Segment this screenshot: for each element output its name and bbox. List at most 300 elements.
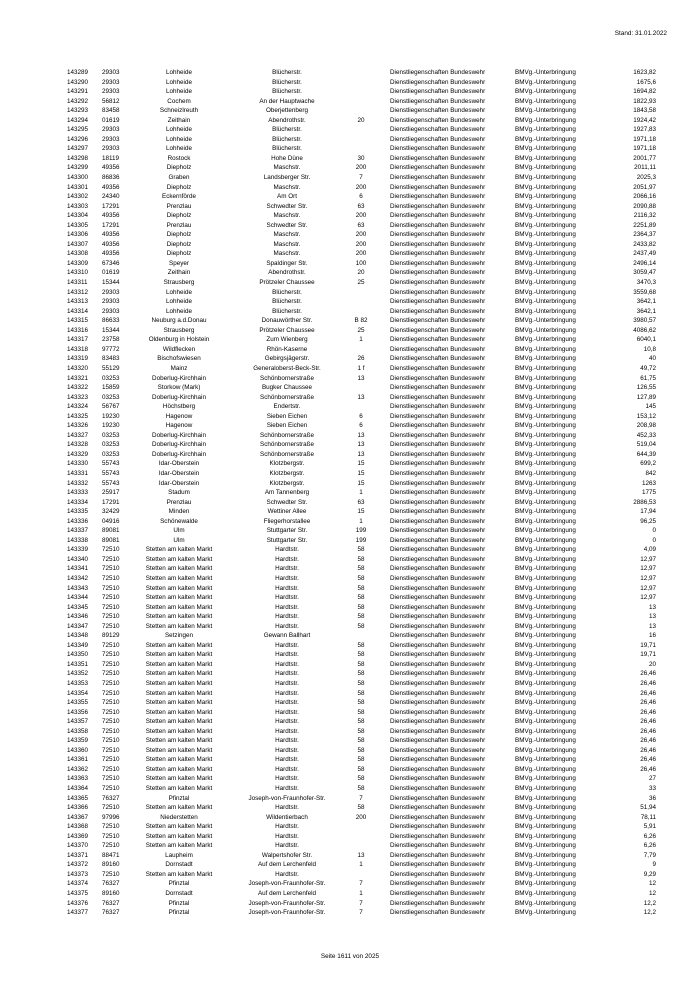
usage-type-cell: BMVg.-Unterbringung	[515, 88, 576, 96]
category-cell: Dienstliegenschaften Bundeswehr	[390, 412, 486, 420]
usage-type-cell: BMVg.-Unterbringung	[515, 154, 576, 162]
row-id-cell: 143351	[67, 660, 89, 668]
row-id-cell: 143374	[67, 880, 89, 888]
area-value-cell: 2051,97	[633, 183, 656, 191]
city-cell: Pfinztal	[168, 909, 190, 917]
row-id-cell: 143357	[67, 718, 89, 726]
area-value-cell: 1843,58	[633, 107, 656, 115]
table-row	[66, 498, 656, 508]
usage-type-cell: BMVg.-Unterbringung	[515, 565, 576, 573]
usage-type-cell: BMVg.-Unterbringung	[515, 670, 576, 678]
usage-type-cell: BMVg.-Unterbringung	[515, 813, 576, 821]
postal-code-cell: 49356	[102, 183, 120, 191]
row-id-cell: 143294	[67, 116, 89, 124]
postal-code-cell: 76327	[102, 899, 120, 907]
usage-type-cell: BMVg.-Unterbringung	[515, 785, 576, 793]
house-number-cell: 58	[357, 680, 365, 687]
city-cell: Stetten am kalten Markt	[145, 670, 213, 678]
street-cell: Maschstr.	[273, 183, 301, 191]
city-cell: Idar-Oberstein	[158, 479, 200, 487]
table-row	[66, 125, 656, 135]
postal-code-cell: 72510	[102, 546, 120, 554]
usage-type-cell: BMVg.-Unterbringung	[515, 460, 576, 468]
category-cell: Dienstliegenschaften Bundeswehr	[390, 431, 486, 439]
area-value-cell: 2251,89	[633, 221, 656, 229]
area-value-cell: 13	[648, 622, 656, 630]
usage-type-cell: BMVg.-Unterbringung	[515, 851, 576, 859]
row-id-cell: 143347	[67, 622, 89, 630]
street-cell: Joseph-von-Fraunhofer-Str.	[248, 899, 326, 907]
usage-type-cell: BMVg.-Unterbringung	[515, 651, 576, 659]
row-id-cell: 143360	[67, 746, 89, 754]
category-cell: Dienstliegenschaften Bundeswehr	[390, 641, 486, 649]
category-cell: Dienstliegenschaften Bundeswehr	[390, 565, 486, 573]
table-row	[66, 708, 656, 718]
table-row	[66, 507, 656, 517]
usage-type-cell: BMVg.-Unterbringung	[515, 364, 576, 372]
city-cell: Oldenburg in Holstein	[148, 336, 210, 344]
row-id-cell: 143290	[67, 78, 89, 86]
table-row	[66, 335, 656, 345]
area-value-cell: 644,39	[636, 450, 656, 458]
city-cell: Stetten am kalten Markt	[145, 641, 213, 649]
house-number-cell: 7	[359, 794, 363, 802]
table-row	[66, 431, 656, 441]
area-value-cell: 20	[648, 660, 656, 668]
usage-type-cell: BMVg.-Unterbringung	[515, 469, 576, 477]
table-row	[66, 354, 656, 364]
usage-type-cell: BMVg.-Unterbringung	[515, 193, 576, 201]
table-row	[66, 622, 656, 632]
area-value-cell: 1971,18	[633, 135, 656, 143]
category-cell: Dienstliegenschaften Bundeswehr	[390, 804, 486, 812]
street-cell: Blücherstr.	[272, 307, 302, 315]
house-number-cell: 15	[357, 508, 365, 516]
street-cell: Abendrothstr.	[268, 269, 306, 277]
usage-type-cell: BMVg.-Unterbringung	[515, 899, 576, 907]
area-value-cell: 1694,82	[633, 88, 656, 96]
category-cell: Dienstliegenschaften Bundeswehr	[390, 727, 486, 735]
city-cell: Stetten am kalten Markt	[145, 680, 213, 687]
area-value-cell: 3980,57	[633, 317, 656, 325]
postal-code-cell: 29303	[102, 126, 120, 134]
category-cell: Dienstliegenschaften Bundeswehr	[390, 78, 486, 86]
usage-type-cell: BMVg.-Unterbringung	[515, 527, 576, 535]
usage-type-cell: BMVg.-Unterbringung	[515, 718, 576, 726]
category-cell: Dienstliegenschaften Bundeswehr	[390, 660, 486, 668]
table-row	[66, 870, 656, 880]
table-row	[66, 536, 656, 546]
area-value-cell: 26,46	[640, 765, 656, 773]
street-cell: Joseph-von-Fraunhofer-Str.	[248, 794, 326, 802]
table-row	[66, 374, 656, 384]
table-row	[66, 230, 656, 240]
row-id-cell: 143368	[67, 823, 89, 831]
area-value-cell: 26,46	[640, 756, 656, 764]
postal-code-cell: 55743	[102, 460, 120, 468]
house-number-cell: 6	[359, 412, 363, 420]
house-number-cell: 200	[355, 212, 367, 220]
house-number-cell: 200	[355, 250, 367, 258]
usage-type-cell: BMVg.-Unterbringung	[515, 145, 576, 153]
house-number-cell: 58	[357, 584, 365, 592]
house-number-cell: 58	[357, 622, 365, 630]
postal-code-cell: 72510	[102, 603, 120, 611]
row-id-cell: 143312	[67, 288, 89, 296]
postal-code-cell: 72510	[102, 699, 120, 707]
category-cell: Dienstliegenschaften Bundeswehr	[390, 508, 486, 516]
area-value-cell: 452,33	[636, 431, 656, 439]
street-cell: Auf dem Lerchenfeld	[257, 890, 317, 898]
street-cell: Blücherstr.	[272, 69, 302, 76]
house-number-cell: 58	[357, 574, 365, 582]
house-number-cell: 15	[357, 469, 365, 477]
table-row	[66, 765, 656, 775]
usage-type-cell: BMVg.-Unterbringung	[515, 574, 576, 582]
postal-code-cell: 15344	[102, 326, 120, 334]
table-row	[66, 717, 656, 727]
usage-type-cell: BMVg.-Unterbringung	[515, 116, 576, 124]
area-value-cell: 26,46	[640, 699, 656, 707]
row-id-cell: 143292	[67, 97, 89, 105]
usage-type-cell: BMVg.-Unterbringung	[515, 517, 576, 525]
category-cell: Dienstliegenschaften Bundeswehr	[390, 842, 486, 850]
area-value-cell: 26,46	[640, 718, 656, 726]
area-value-cell: 2886,53	[633, 498, 656, 506]
house-number-cell: 6	[359, 193, 363, 201]
row-id-cell: 143341	[67, 565, 89, 573]
postal-code-cell: 04916	[102, 517, 120, 525]
area-value-cell: 3559,68	[633, 288, 656, 296]
postal-code-cell: 55743	[102, 479, 120, 487]
usage-type-cell: BMVg.-Unterbringung	[515, 546, 576, 554]
house-number-cell: 58	[357, 613, 365, 621]
street-cell: Blücherstr.	[272, 126, 302, 134]
street-cell: Hardtstr.	[275, 785, 299, 793]
row-id-cell: 143356	[67, 708, 89, 716]
postal-code-cell: 15859	[102, 384, 120, 392]
street-cell: Schönbornerstraße	[260, 431, 314, 439]
area-value-cell: 12,97	[640, 574, 656, 582]
row-id-cell: 143362	[67, 765, 89, 773]
city-cell: Doberlug-Kirchhain	[152, 441, 206, 449]
area-value-cell: 842	[645, 469, 656, 477]
area-value-cell: 96,25	[640, 517, 656, 525]
category-cell: Dienstliegenschaften Bundeswehr	[390, 699, 486, 707]
category-cell: Dienstliegenschaften Bundeswehr	[390, 832, 486, 840]
postal-code-cell: 72510	[102, 746, 120, 754]
street-cell: Hardtstr.	[275, 689, 299, 697]
area-value-cell: 9,29	[643, 870, 656, 878]
postal-code-cell: 89160	[102, 890, 120, 898]
city-cell: Doberlug-Kirchhain	[152, 450, 206, 458]
city-cell: Stetten am kalten Markt	[145, 775, 213, 783]
area-value-cell: 2011,11	[634, 164, 656, 172]
city-cell: Lohheide	[166, 88, 192, 96]
area-value-cell: 16	[648, 632, 656, 640]
street-cell: Maschstr.	[273, 250, 301, 258]
area-value-cell: 9	[652, 861, 656, 869]
postal-code-cell: 03253	[102, 393, 120, 401]
street-cell: Hardtstr.	[275, 574, 299, 582]
street-cell: Am Tannenberg	[264, 489, 310, 497]
city-cell: Stetten am kalten Markt	[145, 584, 213, 592]
table-row	[66, 393, 656, 403]
category-cell: Dienstliegenschaften Bundeswehr	[390, 317, 486, 325]
postal-code-cell: 72510	[102, 823, 120, 831]
street-cell: Hardtstr.	[275, 565, 299, 573]
category-cell: Dienstliegenschaften Bundeswehr	[390, 651, 486, 659]
category-cell: Dienstliegenschaften Bundeswehr	[390, 336, 486, 344]
table-row	[66, 612, 656, 622]
row-id-cell: 143331	[67, 469, 89, 477]
postal-code-cell: 24340	[102, 193, 120, 201]
usage-type-cell: BMVg.-Unterbringung	[515, 345, 576, 353]
category-cell: Dienstliegenschaften Bundeswehr	[390, 765, 486, 773]
street-cell: Oberjettenberg	[265, 107, 308, 115]
table-row	[66, 87, 656, 97]
category-cell: Dienstliegenschaften Bundeswehr	[390, 584, 486, 592]
city-cell: Stetten am kalten Markt	[145, 546, 213, 554]
house-number-cell: 58	[357, 727, 365, 735]
table-row	[66, 564, 656, 574]
house-number-cell: 30	[357, 154, 365, 162]
category-cell: Dienstliegenschaften Bundeswehr	[390, 212, 486, 220]
category-cell: Dienstliegenschaften Bundeswehr	[390, 69, 486, 76]
table-row	[66, 774, 656, 784]
row-id-cell: 143329	[67, 450, 89, 458]
postal-code-cell: 72510	[102, 756, 120, 764]
row-id-cell: 143367	[67, 813, 89, 821]
row-id-cell: 143353	[67, 680, 89, 687]
street-cell: Schönbornerstraße	[260, 374, 314, 382]
street-cell: Hardtstr.	[275, 765, 299, 773]
house-number-cell: 58	[357, 565, 365, 573]
city-cell: Stetten am kalten Markt	[145, 574, 213, 582]
street-cell: Maschstr.	[273, 240, 301, 248]
house-number-cell: 58	[357, 737, 365, 745]
area-value-cell: 13	[648, 603, 656, 611]
city-cell: Speyer	[169, 259, 189, 267]
category-cell: Dienstliegenschaften Bundeswehr	[390, 574, 486, 582]
street-cell: Hardtstr.	[275, 641, 299, 649]
city-cell: Doberlug-Kirchhain	[152, 374, 206, 382]
usage-type-cell: BMVg.-Unterbringung	[515, 174, 576, 182]
table-row	[66, 364, 656, 374]
category-cell: Dienstliegenschaften Bundeswehr	[390, 126, 486, 134]
table-row	[66, 116, 656, 126]
postal-code-cell: 72510	[102, 804, 120, 812]
usage-type-cell: BMVg.-Unterbringung	[515, 861, 576, 869]
category-cell: Dienstliegenschaften Bundeswehr	[390, 622, 486, 630]
usage-type-cell: BMVg.-Unterbringung	[515, 746, 576, 754]
usage-type-cell: BMVg.-Unterbringung	[515, 689, 576, 697]
area-value-cell: 2116,32	[633, 212, 656, 220]
table-row	[66, 479, 656, 489]
house-number-cell: 58	[357, 603, 365, 611]
postal-code-cell: 55129	[102, 364, 120, 372]
street-cell: Zum Wienberg	[266, 336, 308, 344]
house-number-cell: 58	[357, 765, 365, 773]
postal-code-cell: 72510	[102, 574, 120, 582]
postal-code-cell: 17291	[102, 202, 120, 210]
row-id-cell: 143363	[67, 775, 89, 783]
category-cell: Dienstliegenschaften Bundeswehr	[390, 240, 486, 248]
city-cell: Doberlug-Kirchhain	[152, 393, 206, 401]
row-id-cell: 143308	[67, 250, 89, 258]
city-cell: Hagenow	[165, 422, 193, 430]
usage-type-cell: BMVg.-Unterbringung	[515, 412, 576, 420]
city-cell: Stetten am kalten Markt	[145, 727, 213, 735]
category-cell: Dienstliegenschaften Bundeswehr	[390, 107, 486, 115]
property-table	[66, 68, 656, 918]
city-cell: Stetten am kalten Markt	[145, 689, 213, 697]
usage-type-cell: BMVg.-Unterbringung	[515, 403, 576, 411]
category-cell: Dienstliegenschaften Bundeswehr	[390, 193, 486, 201]
postal-code-cell: 72510	[102, 660, 120, 668]
category-cell: Dienstliegenschaften Bundeswehr	[390, 116, 486, 124]
usage-type-cell: BMVg.-Unterbringung	[515, 890, 576, 898]
usage-type-cell: BMVg.-Unterbringung	[515, 374, 576, 382]
table-row	[66, 488, 656, 498]
category-cell: Dienstliegenschaften Bundeswehr	[390, 345, 486, 353]
table-row	[66, 268, 656, 278]
row-id-cell: 143306	[67, 231, 89, 239]
city-cell: Stetten am kalten Markt	[145, 746, 213, 754]
street-cell: An der Hauptwache	[259, 97, 315, 105]
table-row	[66, 813, 656, 823]
city-cell: Diepholz	[166, 250, 192, 258]
table-row	[66, 297, 656, 307]
street-cell: Blücherstr.	[272, 88, 302, 96]
postal-code-cell: 19230	[102, 412, 120, 420]
house-number-cell: 200	[355, 164, 367, 172]
table-row	[66, 526, 656, 536]
category-cell: Dienstliegenschaften Bundeswehr	[390, 298, 486, 306]
house-number-cell: 63	[357, 498, 365, 506]
house-number-cell: 58	[357, 555, 365, 563]
street-cell: Hardtstr.	[275, 718, 299, 726]
category-cell: Dienstliegenschaften Bundeswehr	[390, 154, 486, 162]
usage-type-cell: BMVg.-Unterbringung	[515, 756, 576, 764]
table-row	[66, 345, 656, 355]
postal-code-cell: 55743	[102, 469, 120, 477]
category-cell: Dienstliegenschaften Bundeswehr	[390, 775, 486, 783]
street-cell: Donauwörther Str.	[261, 317, 313, 325]
table-row	[66, 307, 656, 317]
table-row	[66, 641, 656, 651]
table-row	[66, 822, 656, 832]
category-cell: Dienstliegenschaften Bundeswehr	[390, 97, 486, 105]
postal-code-cell: 72510	[102, 765, 120, 773]
city-cell: Stetten am kalten Markt	[145, 785, 213, 793]
city-cell: Lohheide	[166, 307, 192, 315]
table-row	[66, 879, 656, 889]
street-cell: Stuttgarter Str.	[266, 527, 308, 535]
category-cell: Dienstliegenschaften Bundeswehr	[390, 536, 486, 544]
area-value-cell: 12,97	[640, 594, 656, 602]
postal-code-cell: 72510	[102, 622, 120, 630]
city-cell: Mainz	[170, 364, 188, 372]
table-row	[66, 173, 656, 183]
table-row	[66, 459, 656, 469]
house-number-cell: 15	[357, 460, 365, 468]
street-cell: Bugker Chaussee	[261, 384, 313, 392]
postal-code-cell: 83483	[102, 355, 120, 363]
usage-type-cell: BMVg.-Unterbringung	[515, 870, 576, 878]
house-number-cell: 58	[357, 699, 365, 707]
category-cell: Dienstliegenschaften Bundeswehr	[390, 517, 486, 525]
house-number-cell: 7	[359, 174, 363, 182]
postal-code-cell: 86633	[102, 317, 120, 325]
area-value-cell: 2364,37	[633, 231, 656, 239]
city-cell: Pfinztal	[168, 899, 190, 907]
house-number-cell: 6	[359, 422, 363, 430]
postal-code-cell: 83458	[102, 107, 120, 115]
category-cell: Dienstliegenschaften Bundeswehr	[390, 422, 486, 430]
city-cell: Stetten am kalten Markt	[145, 555, 213, 563]
table-row	[66, 106, 656, 116]
street-cell: Hardtstr.	[275, 842, 299, 850]
table-row	[66, 555, 656, 565]
postal-code-cell: 72510	[102, 718, 120, 726]
house-number-cell: 1	[359, 489, 363, 497]
city-cell: Stetten am kalten Markt	[145, 594, 213, 602]
row-id-cell: 143298	[67, 154, 89, 162]
postal-code-cell: 67346	[102, 259, 120, 267]
area-value-cell: 2001,77	[633, 154, 656, 162]
postal-code-cell: 89160	[102, 861, 120, 869]
usage-type-cell: BMVg.-Unterbringung	[515, 183, 576, 191]
usage-type-cell: BMVg.-Unterbringung	[515, 603, 576, 611]
house-number-cell: 13	[357, 450, 365, 458]
area-value-cell: 1675,6	[636, 78, 656, 86]
usage-type-cell: BMVg.-Unterbringung	[515, 422, 576, 430]
row-id-cell: 143332	[67, 479, 89, 487]
street-cell: Endertstr.	[273, 403, 301, 411]
table-row	[66, 78, 656, 88]
city-cell: Prenzlau	[166, 221, 192, 229]
city-cell: Diepholz	[166, 212, 192, 220]
table-row	[66, 727, 656, 737]
postal-code-cell: 49356	[102, 250, 120, 258]
city-cell: Lohheide	[166, 78, 192, 86]
city-cell: Laupheim	[165, 851, 193, 859]
row-id-cell: 143325	[67, 412, 89, 420]
house-number-cell: 13	[357, 441, 365, 449]
row-id-cell: 143365	[67, 794, 89, 802]
city-cell: Lohheide	[166, 135, 192, 143]
house-number-cell: 1	[359, 861, 363, 869]
usage-type-cell: BMVg.-Unterbringung	[515, 135, 576, 143]
street-cell: Maschstr.	[273, 231, 301, 239]
table-row	[66, 584, 656, 594]
house-number-cell: 7	[359, 880, 363, 888]
row-id-cell: 143358	[67, 727, 89, 735]
city-cell: Stetten am kalten Markt	[145, 823, 213, 831]
usage-type-cell: BMVg.-Unterbringung	[515, 536, 576, 544]
city-cell: Stetten am kalten Markt	[145, 565, 213, 573]
city-cell: Dornstadt	[165, 861, 193, 869]
postal-code-cell: 49356	[102, 164, 120, 172]
area-value-cell: 2433,82	[633, 240, 656, 248]
usage-type-cell: BMVg.-Unterbringung	[515, 202, 576, 210]
usage-type-cell: BMVg.-Unterbringung	[515, 97, 576, 105]
area-value-cell: 145	[645, 403, 656, 411]
area-value-cell: 40	[648, 355, 656, 363]
category-cell: Dienstliegenschaften Bundeswehr	[390, 823, 486, 831]
table-row	[66, 841, 656, 851]
